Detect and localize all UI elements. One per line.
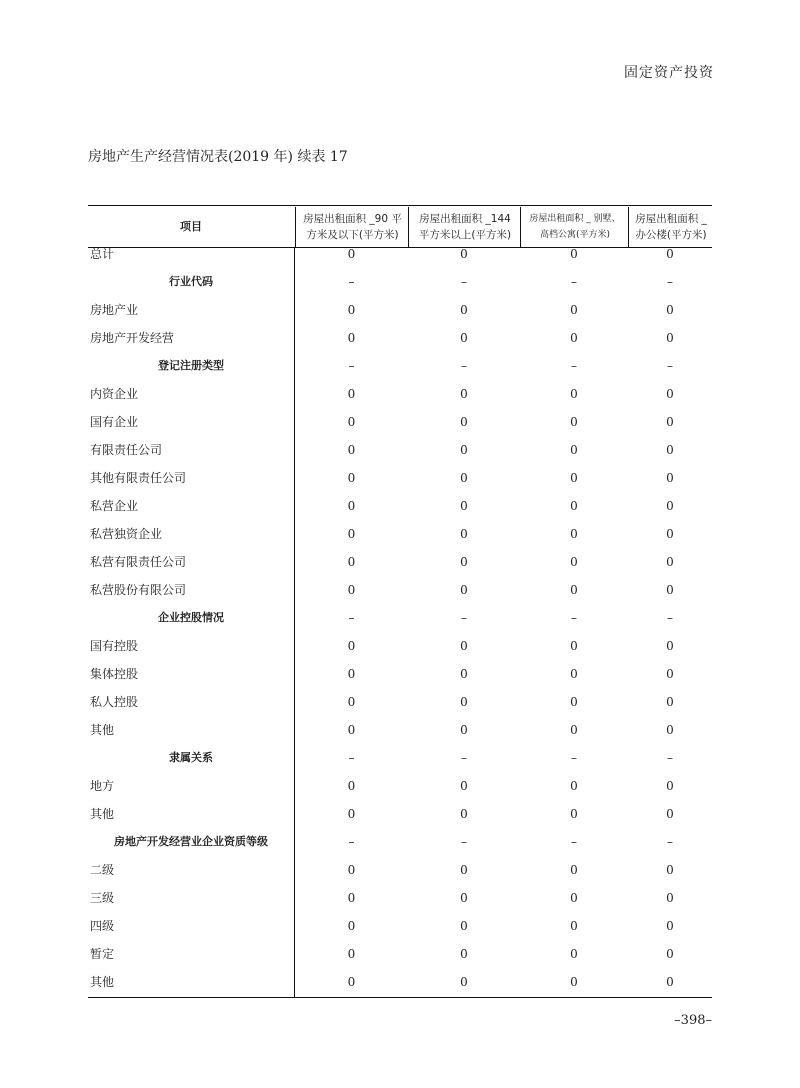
column-header-line: 办公楼(平方米) [635,229,707,241]
cell-value: 0 [666,303,674,317]
cell-value: 0 [460,919,468,933]
cell-value: 0 [460,891,468,905]
row-label: 内资企业 [90,387,139,401]
cell-value: 0 [666,527,674,541]
cell-value: 0 [570,807,578,821]
table-row [88,856,712,884]
row-label: 暂定 [90,947,115,961]
row-label: 房地产业 [90,303,139,317]
cell-value: 0 [460,779,468,793]
cell-value: 0 [666,919,674,933]
cell-value: – [348,751,355,765]
cell-value: 0 [460,443,468,457]
cell-value: 0 [570,415,578,429]
cell-value: – [667,611,673,625]
section-label: 行业代码 [169,275,213,288]
cell-value: 0 [460,471,468,485]
cell-value: 0 [460,583,468,597]
cell-value: 0 [666,499,674,513]
cell-value: – [667,835,673,849]
cell-value: – [348,611,355,625]
cell-value: 0 [460,975,468,989]
cell-value: 0 [666,415,674,429]
cell-value: 0 [347,863,356,877]
cell-value: 0 [347,947,356,961]
table-row [88,884,712,912]
row-label: 其他 [90,975,115,989]
cell-value: – [571,275,577,289]
table-row [88,520,712,548]
cell-value: 0 [666,331,674,345]
cell-value: 0 [460,387,468,401]
cell-value: 0 [570,667,578,681]
cell-value: 0 [460,863,468,877]
cell-value: 0 [460,639,468,653]
table-row [88,828,712,856]
cell-value: 0 [347,723,356,737]
row-label: 其他有限责任公司 [90,471,187,485]
table-row [88,324,712,352]
section-label: 隶属关系 [169,751,213,764]
cell-value: 0 [666,695,674,709]
row-label: 二级 [90,863,115,877]
page-number: –398– [674,1013,712,1028]
cell-value: 0 [666,891,674,905]
cell-value: 0 [347,471,356,485]
table-top-rule [88,205,712,206]
column-header-line: 房屋出租面积 _ 别墅、 [529,214,621,224]
table-row [88,240,712,268]
cell-value: 0 [347,303,356,317]
cell-value: – [348,359,355,373]
cell-value: 0 [347,499,356,513]
cell-value: 0 [666,387,674,401]
table-bottom-rule [88,997,712,998]
table-row [88,296,712,324]
section-label: 企业控股情况 [158,611,224,624]
cell-value: 0 [460,555,468,569]
cell-value: 0 [347,779,356,793]
cell-value: 0 [347,919,356,933]
cell-value: 0 [347,415,356,429]
cell-value: 0 [460,807,468,821]
cell-value: 0 [666,555,674,569]
row-label: 私营独资企业 [90,527,163,541]
row-label: 总计 [90,247,115,261]
cell-value: 0 [460,695,468,709]
cell-value: 0 [666,583,674,597]
cell-value: 0 [570,471,578,485]
cell-value: 0 [347,583,356,597]
table-row [88,380,712,408]
column-header-line: 高档公寓(平方米) [539,230,610,240]
cell-value: – [461,275,467,289]
cell-value: – [571,359,577,373]
table-row [88,716,712,744]
cell-value: 0 [570,247,578,261]
cell-value: 0 [570,499,578,513]
row-label: 私人控股 [90,695,139,709]
cell-value: 0 [570,947,578,961]
cell-value: 0 [347,331,356,345]
cell-value: – [348,835,355,849]
cell-value: 0 [570,387,578,401]
column-header-line: 房屋出租面积 _ [635,213,707,225]
cell-value: 0 [666,975,674,989]
cell-value: – [667,359,673,373]
cell-value: 0 [666,471,674,485]
table-row [88,604,712,632]
cell-value: 0 [570,779,578,793]
cell-value: 0 [666,247,674,261]
row-label: 集体控股 [90,667,139,681]
row-label: 其他 [90,807,115,821]
table-row [88,968,712,996]
table-row [88,352,712,380]
table-row [88,912,712,940]
cell-value: 0 [347,555,356,569]
cell-value: 0 [347,807,356,821]
row-label: 三级 [90,891,115,905]
table-row [88,744,712,772]
cell-value: – [348,275,355,289]
running-head: 固定资产投资 [624,65,714,81]
cell-value: 0 [570,639,578,653]
cell-value: 0 [347,891,356,905]
cell-value: – [667,275,673,289]
table-row [88,268,712,296]
column-header-line: 房屋出租面积 _144 [419,213,511,225]
section-label: 登记注册类型 [158,359,224,372]
cell-value: 0 [570,891,578,905]
table-row [88,436,712,464]
cell-value: 0 [460,415,468,429]
cell-value: 0 [570,555,578,569]
cell-value: – [461,751,467,765]
cell-value: 0 [460,667,468,681]
cell-value: 0 [666,779,674,793]
cell-value: – [571,835,577,849]
cell-value: – [571,611,577,625]
cell-value: 0 [666,667,674,681]
row-label: 国有控股 [90,639,139,653]
table-row [88,800,712,828]
cell-value: 0 [570,723,578,737]
table-row [88,576,712,604]
cell-value: 0 [347,387,356,401]
table-row [88,660,712,688]
cell-value: 0 [347,247,356,261]
cell-value: 0 [666,639,674,653]
column-header-line: 房屋出租面积 _90 平 [303,213,402,225]
cell-value: 0 [347,527,356,541]
cell-value: 0 [347,975,356,989]
cell-value: 0 [666,723,674,737]
row-label: 私营股份有限公司 [90,583,187,597]
table-row [88,408,712,436]
cell-value: 0 [666,443,674,457]
cell-value: – [667,751,673,765]
section-label: 房地产开发经营业企业资质等级 [114,835,268,848]
cell-value: 0 [570,443,578,457]
cell-value: 0 [460,499,468,513]
cell-value: 0 [460,527,468,541]
row-label: 其他 [90,723,115,737]
cell-value: 0 [347,443,356,457]
cell-value: – [461,835,467,849]
row-label: 地方 [90,779,115,793]
table-title: 房地产生产经营情况表(2019 年) 续表 17 [88,149,348,165]
cell-value: – [461,611,467,625]
row-label: 有限责任公司 [90,443,163,457]
table-row [88,548,712,576]
cell-value: 0 [460,303,468,317]
cell-value: 0 [570,583,578,597]
row-label: 私营企业 [90,499,139,513]
cell-value: 0 [570,331,578,345]
cell-value: 0 [666,947,674,961]
cell-value: 0 [347,695,356,709]
cell-value: 0 [460,247,468,261]
cell-value: 0 [570,975,578,989]
row-label: 国有企业 [90,415,139,429]
column-header-line: 方米及以下(平方米) [306,229,399,241]
cell-value: 0 [460,723,468,737]
column-header-line: 平方米以上(平方米) [418,229,512,241]
cell-value: 0 [347,667,356,681]
table-row [88,940,712,968]
cell-value: 0 [570,919,578,933]
table-row [88,688,712,716]
row-label: 四级 [90,919,115,933]
cell-value: 0 [666,807,674,821]
column-header-item-label: 项目 [180,220,202,233]
cell-value: 0 [460,331,468,345]
row-label: 房地产开发经营 [90,331,175,345]
cell-value: – [571,751,577,765]
cell-value: 0 [570,527,578,541]
table-row [88,464,712,492]
table-row [88,492,712,520]
cell-value: – [461,359,467,373]
table-row [88,632,712,660]
cell-value: 0 [570,863,578,877]
row-label: 私营有限责任公司 [90,555,187,569]
table-row [88,772,712,800]
cell-value: 0 [666,863,674,877]
cell-value: 0 [570,303,578,317]
cell-value: 0 [460,947,468,961]
cell-value: 0 [570,695,578,709]
cell-value: 0 [347,639,356,653]
